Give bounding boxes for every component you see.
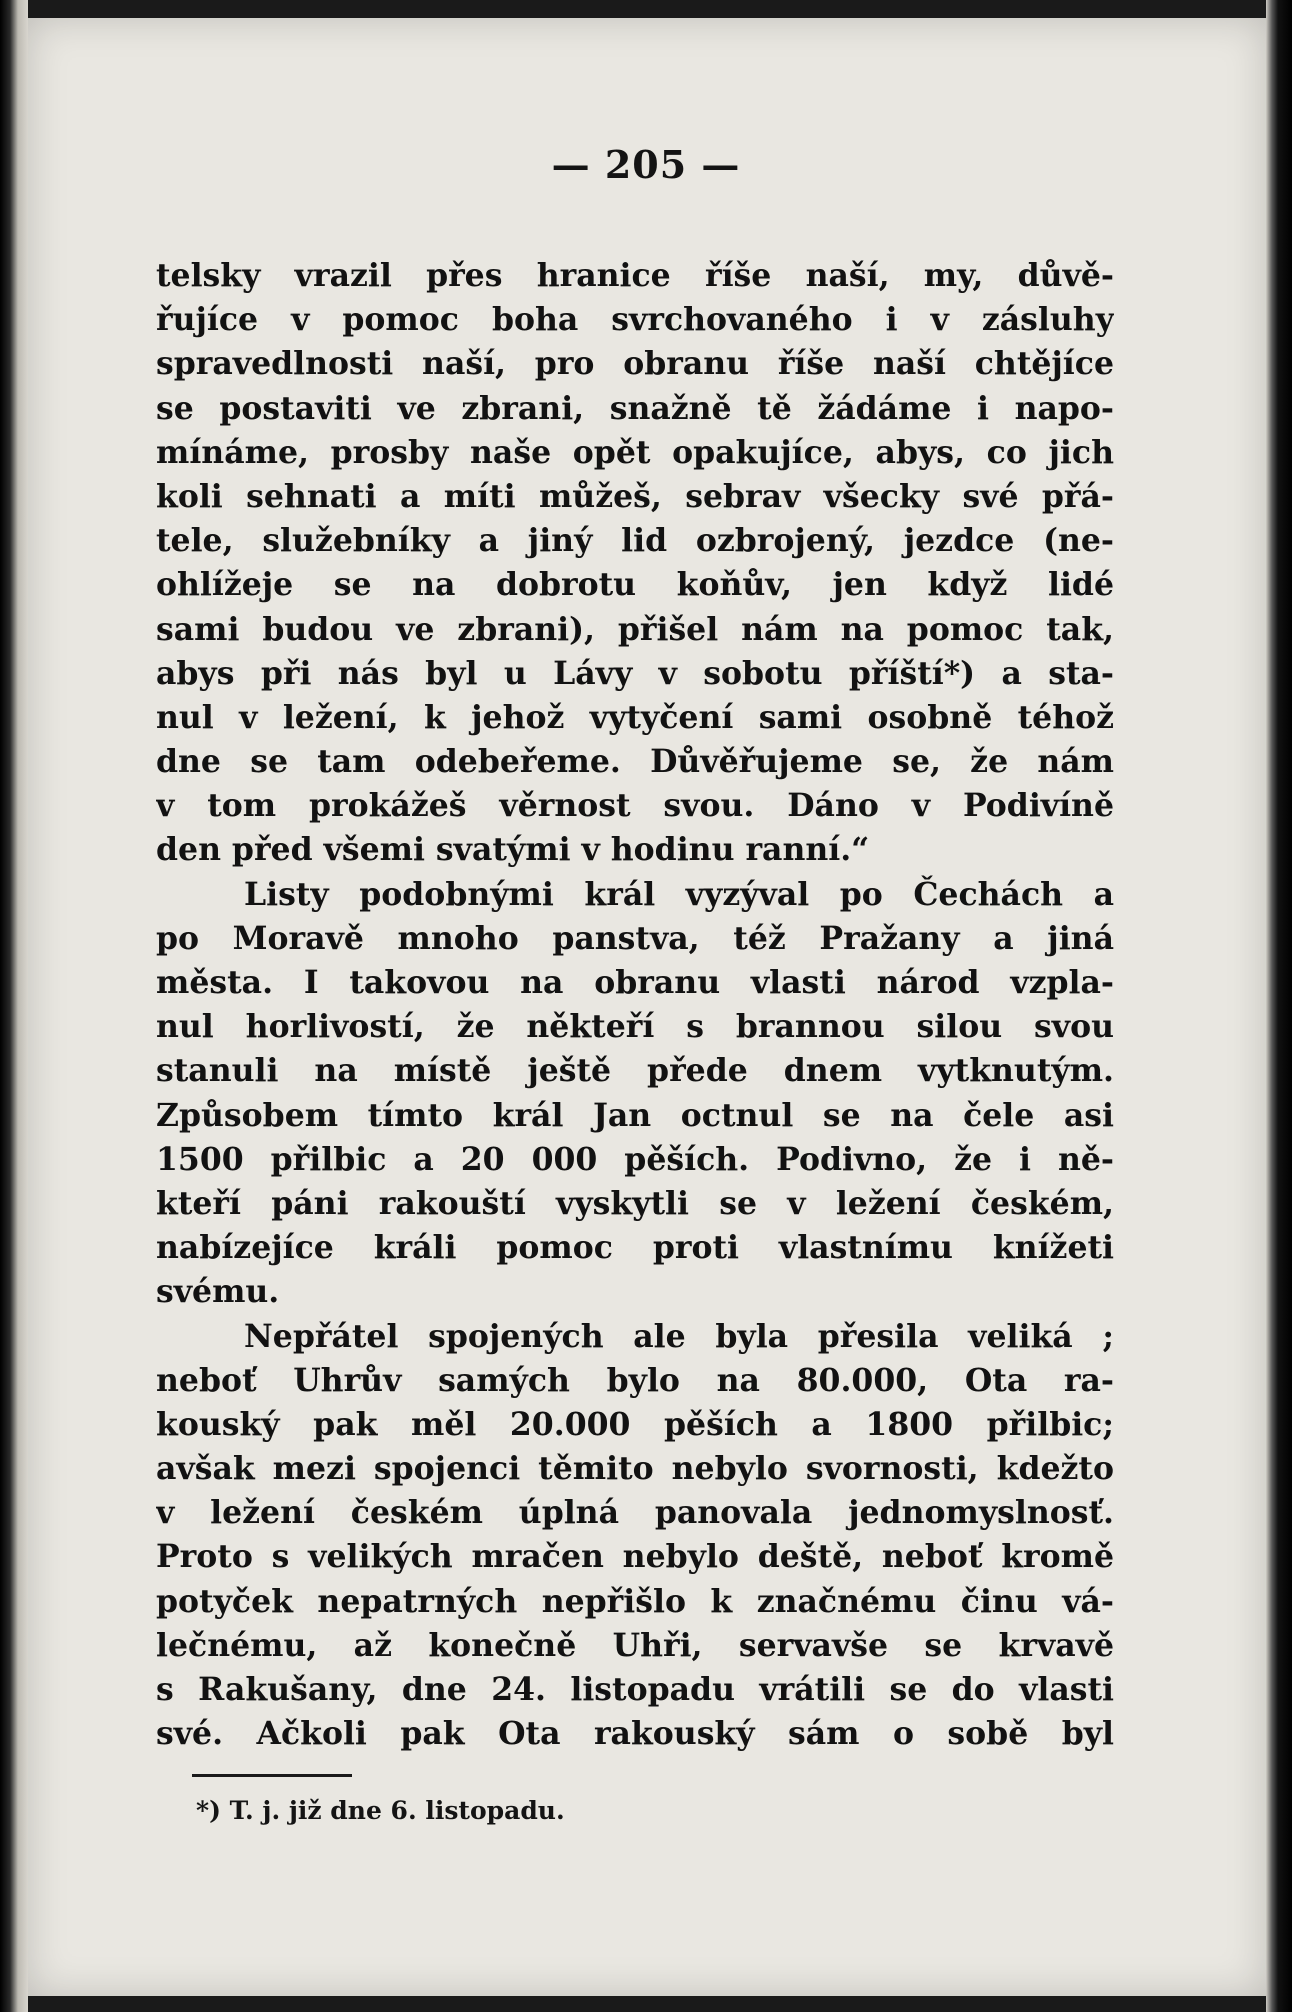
text-line: neboť Uhrův samých bylo na 80.000, Ota ra-	[156, 1361, 1114, 1399]
text-line: ohlížeje se na dobrotu koňův, jen když lidé	[156, 566, 1114, 604]
text-line: stanuli na místě ještě přede dnem vytknutým.	[156, 1052, 1114, 1090]
text-line: tele, služebníky a jiný lid ozbrojený, jezdce (ne-	[156, 522, 1114, 560]
text-line: řujíce v pomoc boha svrchovaného i v zásluhy	[156, 301, 1114, 339]
left-book-edge	[0, 0, 28, 2012]
text-line: koli sehnati a míti můžeš, sebrav všecky své přá-	[156, 477, 1114, 515]
text-line: nabízejíce králi pomoc proti vlastnímu knížeti	[156, 1229, 1114, 1267]
text-line: spravedlnosti naší, pro obranu říše naší chtějíce	[156, 345, 1114, 383]
footnote-rule	[192, 1774, 352, 1777]
text-line: po Moravě mnoho panstva, též Pražany a jiná	[156, 919, 1114, 957]
text-line: telsky vrazil přes hranice říše naší, my, důvě-	[156, 257, 1114, 294]
text-line: mínáme, prosby naše opět opakujíce, abys, co jich	[156, 433, 1114, 471]
text-line: den před všemi svatými v hodinu ranní.“	[156, 831, 870, 869]
text-line: svému.	[156, 1273, 280, 1311]
text-line: Proto s velikých mračen nebylo deště, neboť kromě	[156, 1538, 1114, 1576]
right-book-edge	[1266, 0, 1292, 2012]
text-line: Nepřátel spojených ale byla přesila veliká ;	[244, 1317, 1114, 1355]
text-line: kouský pak měl 20.000 pěších a 1800 přilbic;	[156, 1405, 1114, 1443]
footnote: *) T. j. již dne 6. listopadu.	[196, 1796, 565, 1825]
text-line: 1500 přilbic a 20 000 pěších. Podivno, že i ně-	[156, 1140, 1114, 1178]
text-line: své. Ačkoli pak Ota rakouský sám o sobě byl	[156, 1715, 1114, 1753]
body-text	[156, 254, 1114, 1756]
text-line: Listy podobnými král vyzýval po Čechách a	[244, 875, 1114, 913]
text-line: města. I takovou na obranu vlasti národ vzpla-	[156, 964, 1114, 1001]
text-line: potyček nepatrných nepřišlo k značnému činu vá-	[156, 1582, 1114, 1620]
text-line: Způsobem tímto král Jan octnul se na čele asi	[156, 1096, 1114, 1134]
text-line: abys při nás byl u Lávy v sobotu příští*) a sta-	[156, 654, 1114, 692]
page-number: — 205 —	[551, 142, 741, 187]
text-line: v tom prokážeš věrnost svou. Dáno v Podivíně	[156, 787, 1114, 825]
text-line: lečnému, až konečně Uhři, servavše se krvavě	[156, 1626, 1114, 1664]
text-line: avšak mezi spojenci těmito nebylo svornosti, kdežto	[156, 1450, 1114, 1488]
text-line: dne se tam odebeřeme. Důvěřujeme se, že nám	[156, 743, 1114, 781]
text-line: v ležení českém úplná panovala jednomyslnosť.	[156, 1494, 1114, 1532]
text-line: nul horlivostí, že někteří s brannou silou svou	[156, 1008, 1114, 1046]
text-line: nul v ležení, k jehož vytyčení sami osobně téhož	[156, 698, 1114, 736]
text-line: sami budou ve zbrani), přišel nám na pomoc tak,	[156, 610, 1114, 648]
text-line: s Rakušany, dne 24. listopadu vrátili se do vlasti	[156, 1671, 1114, 1708]
text-line: kteří páni rakouští vyskytli se v ležení českém,	[156, 1184, 1114, 1222]
text-line: se postaviti ve zbrani, snažně tě žádáme i napo-	[156, 389, 1114, 427]
